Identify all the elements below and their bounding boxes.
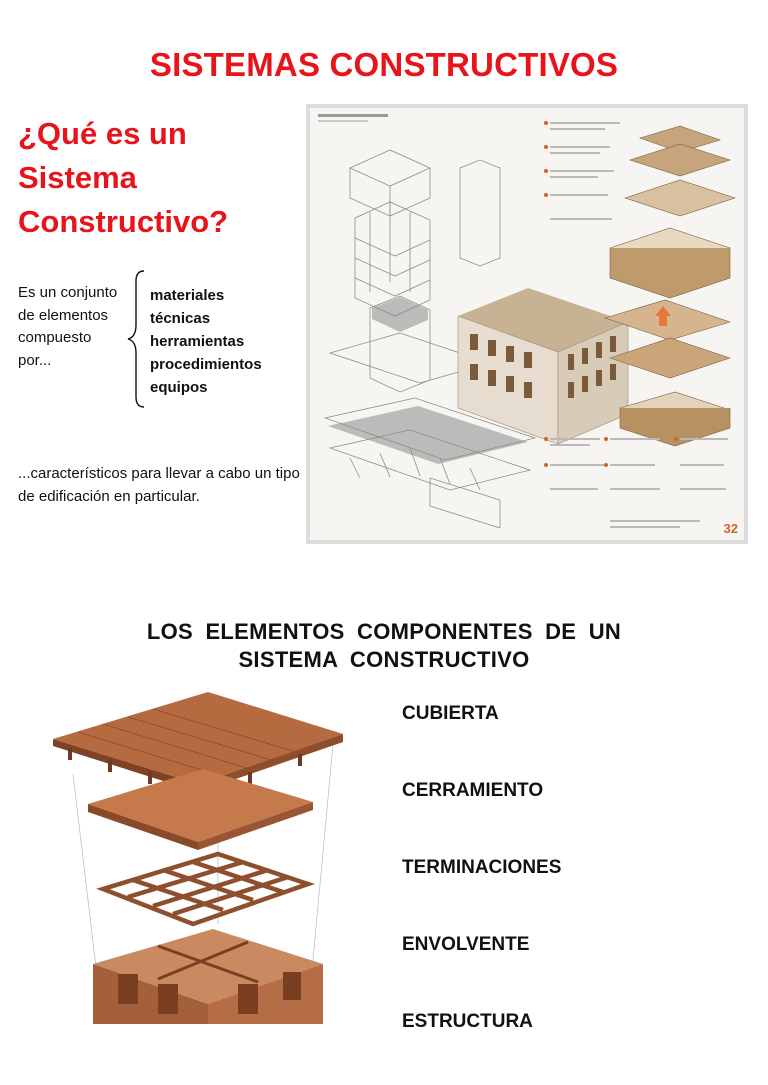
closing-text: ...característicos para llevar a cabo un tipo de edificación en particular. — [18, 465, 300, 505]
section-title-line-1: LOS ELEMENTOS COMPONENTES DE UN — [146, 619, 622, 644]
page-title: SISTEMAS CONSTRUCTIVOS — [149, 46, 619, 83]
components-list — [150, 284, 310, 399]
section-title — [0, 618, 768, 674]
axonometric-drawing — [310, 108, 744, 540]
section-title-line-2: SISTEMA CONSTRUCTIVO — [238, 647, 530, 672]
exploded-house-illustration — [48, 684, 348, 1024]
component-item: materiales — [150, 287, 225, 304]
component-item: técnicas — [150, 310, 211, 327]
component-item: equipos — [150, 379, 208, 396]
axonometric-figure — [306, 104, 748, 544]
component-item: procedimientos — [150, 356, 262, 373]
curly-brace-icon — [124, 269, 148, 409]
layer-item-estructura: ESTRUCTURA — [402, 1011, 533, 1032]
layer-item-cubierta: CUBIERTA — [402, 703, 499, 724]
layer-item-terminaciones: TERMINACIONES — [402, 857, 562, 878]
definition-text: Es un conjunto de elementos compuesto por... — [18, 284, 118, 369]
component-item: herramientas — [150, 333, 245, 350]
layers-list — [402, 700, 702, 1085]
layer-item-cerramiento: CERRAMIENTO — [402, 780, 544, 801]
figure-page-number: 32 — [723, 521, 738, 536]
question-heading: ¿Qué es un Sistema Constructivo? — [18, 116, 229, 239]
layer-item-envolvente: ENVOLVENTE — [402, 934, 530, 955]
